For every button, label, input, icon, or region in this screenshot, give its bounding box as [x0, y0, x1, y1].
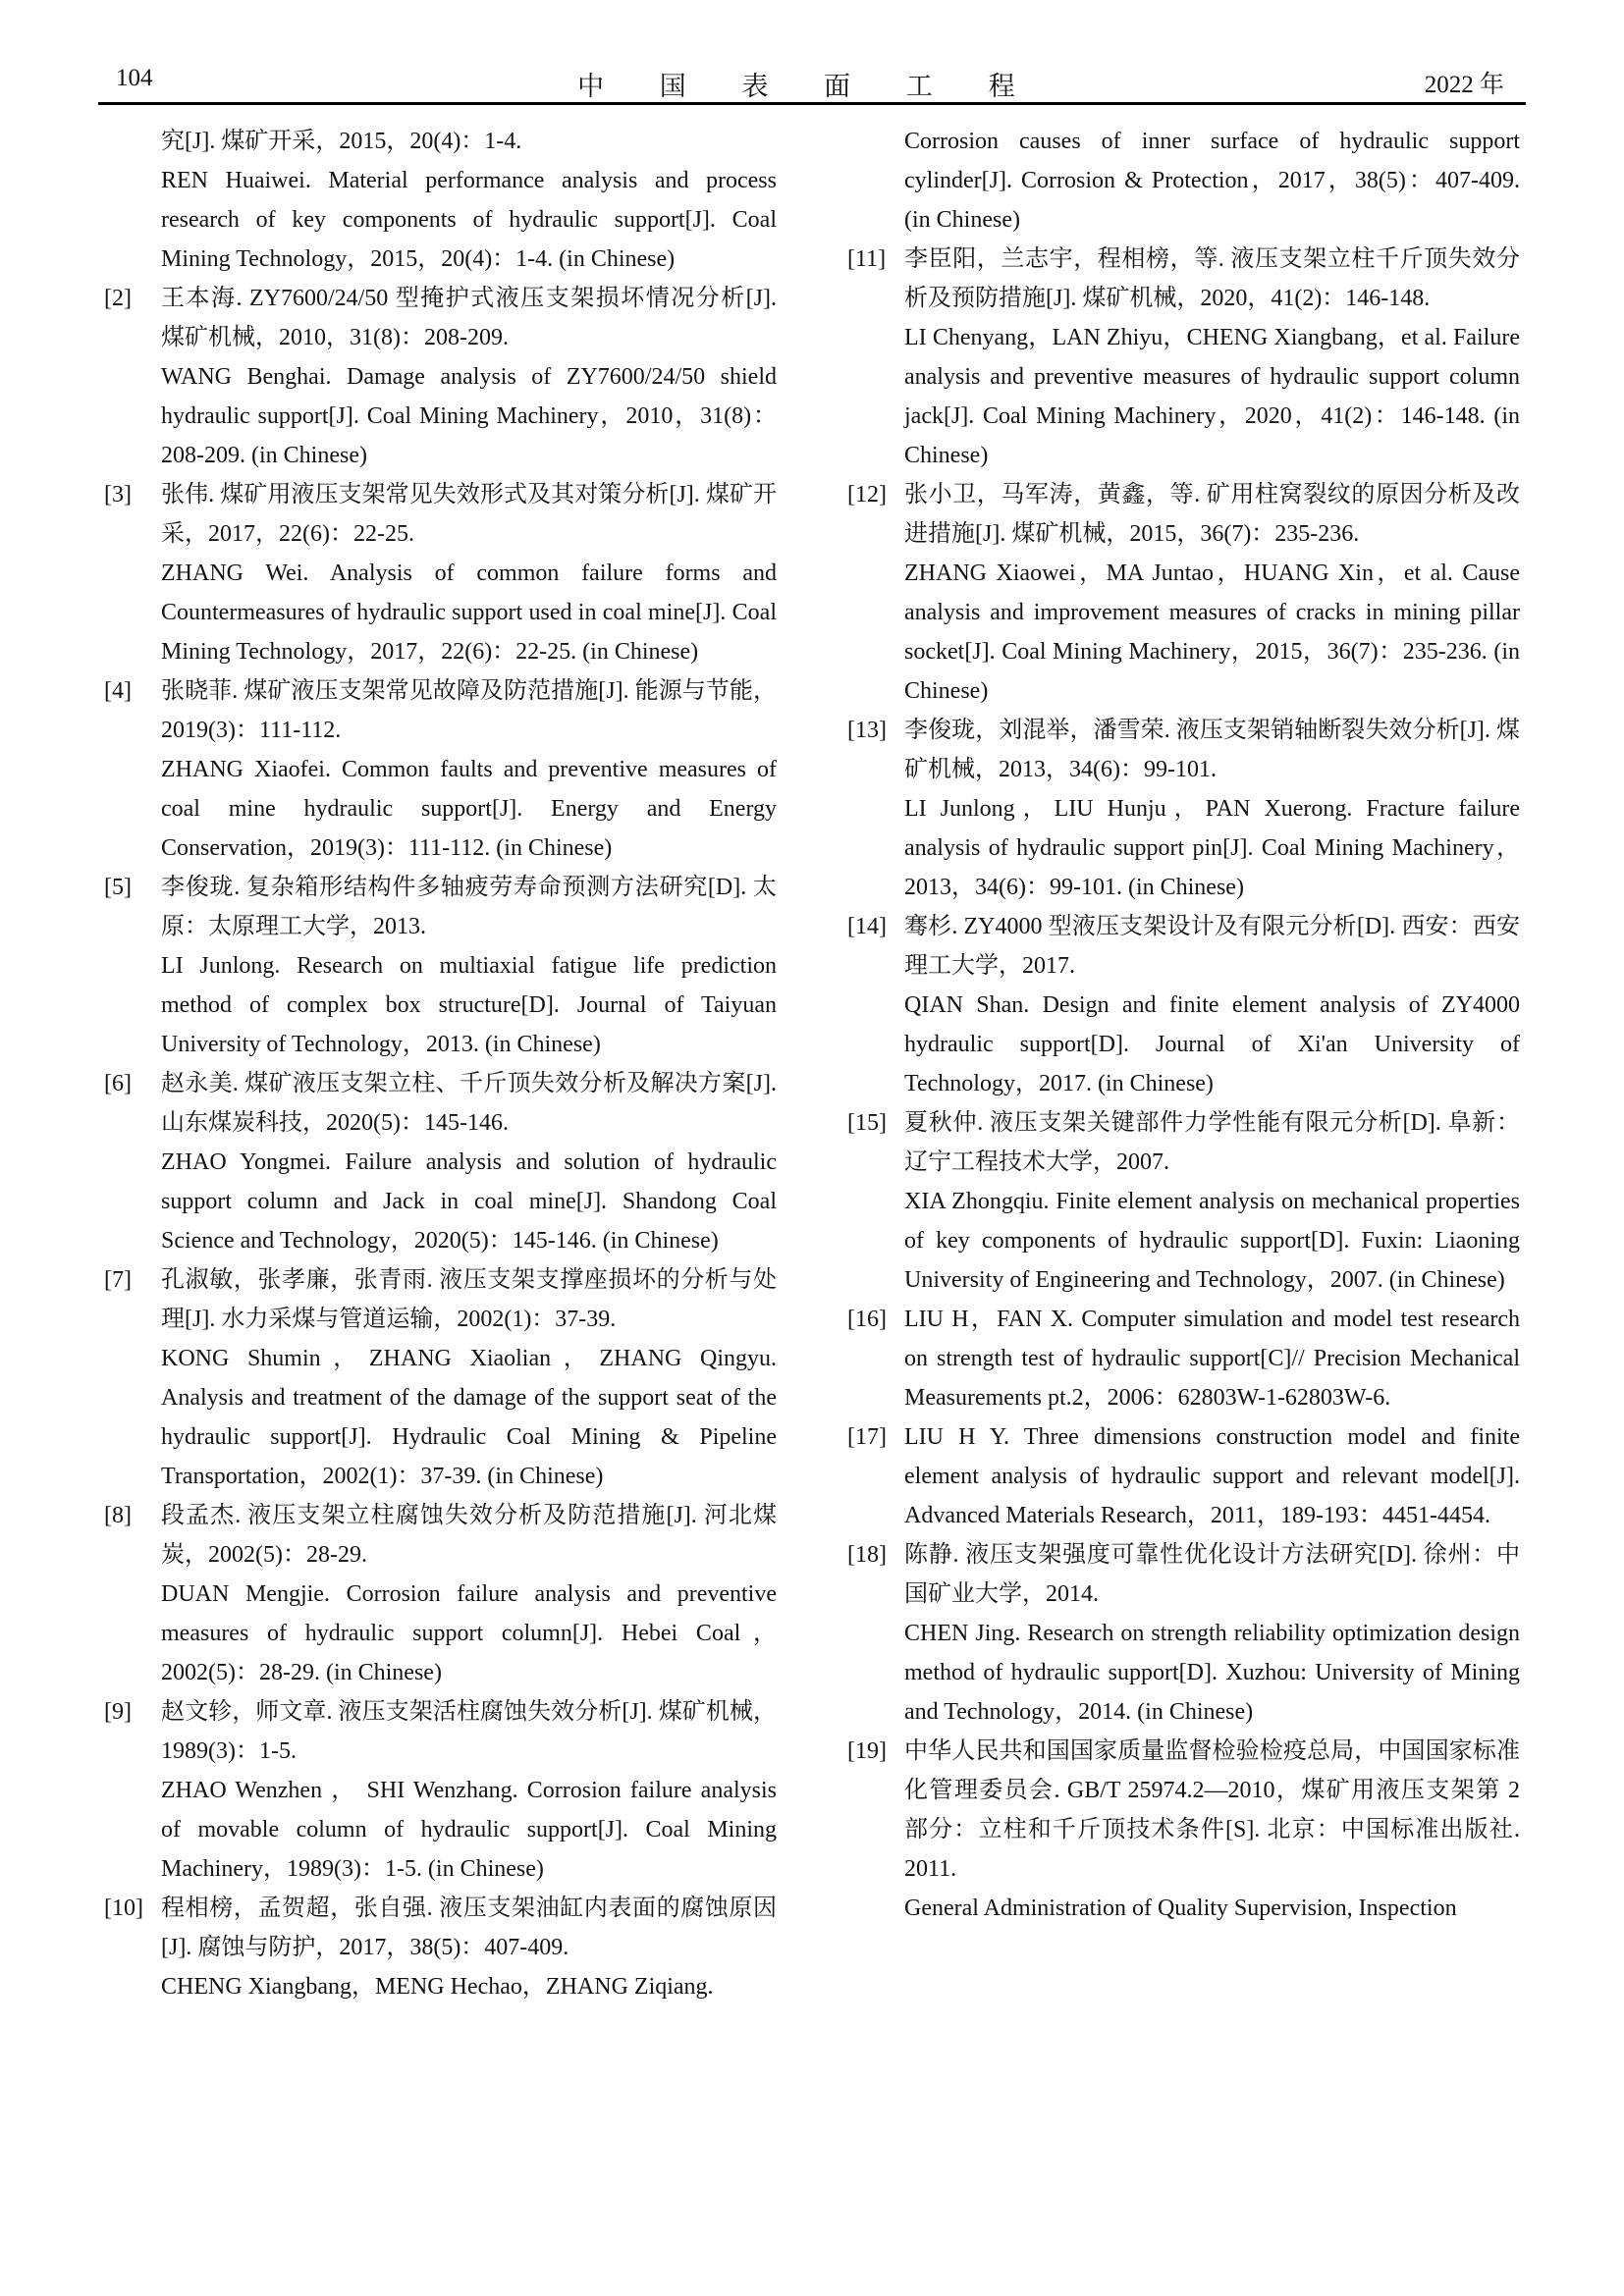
- reference-number: [847, 122, 904, 240]
- page-number: 104: [116, 65, 153, 91]
- reference-number: [8]: [104, 1503, 132, 1528]
- reference-item: [104, 1260, 777, 1496]
- reference-item: [104, 868, 777, 1064]
- citation-english: ZHAO Yongmei. Failure analysis and solution of hydraulic support column and Jack in coal mine[J]. Shandong Coal Science and Technology，2020(5)：145-146. (in Chinese): [161, 1149, 777, 1254]
- citation-chinese: 李俊珑，刘混举，潘雪荣. 液压支架销轴断裂失效分析[J]. 煤矿机械，2013，34(6)：99-101.: [904, 718, 1520, 782]
- page-header: [116, 65, 1504, 102]
- reference-item: [847, 1300, 1520, 1417]
- citation-chinese: 赵文轸，师文章. 液压支架活柱腐蚀失效分析[J]. 煤矿机械，1989(3)：1-5.: [161, 1699, 777, 1764]
- citation-chinese: 中华人民共和国国家质量监督检验检疫总局，中国国家标准化管理委员会. GB/T 25974.2—2010，煤矿用液压支架第 2 部分：立柱和千斤顶技术条件[S]. 北京：中国标准出版社. 2011.: [904, 1738, 1520, 1882]
- reference-number: [104, 122, 161, 279]
- reference-body: [904, 1732, 1520, 1928]
- citation-chinese: 陈静. 液压支架强度可靠性优化设计方法研究[D]. 徐州：中国矿业大学，2014.: [904, 1542, 1520, 1607]
- citation-english: ZHANG Wei. Analysis of common failure forms and Countermeasures of hydraulic support used in coal mine[J]. Coal Mining Technology，2017，22(6)：22-25. (in Chinese): [161, 561, 777, 665]
- reference-body: [161, 279, 777, 475]
- citation-english: LIU H Y. Three dimensions construction model and finite element analysis of hydraulic support and relevant model[J]. Advanced Materials Research，2011，189-193：4451-4454.: [904, 1424, 1520, 1528]
- citation-chinese: 骞杉. ZY4000 型液压支架设计及有限元分析[D]. 西安：西安理工大学，2017.: [904, 914, 1520, 979]
- reference-item: [104, 1496, 777, 1692]
- reference-number: [11]: [847, 246, 887, 272]
- reference-body: [161, 122, 777, 279]
- reference-item: [104, 475, 777, 671]
- reference-body: [161, 1496, 777, 1692]
- citation-english: ZHAO Wenzhen ， SHI Wenzhang. Corrosion failure analysis of movable column of hydraulic support[J]. Coal Mining Machinery，1989(3)：1-5. (in Chinese): [161, 1778, 777, 1882]
- citation-chinese: 段孟杰. 液压支架立柱腐蚀失效分析及防范措施[J]. 河北煤炭，2002(5)：28-29.: [161, 1503, 777, 1568]
- citation-chinese: 赵永美. 煤矿液压支架立柱、千斤顶失效分析及解决方案[J]. 山东煤炭科技，2020(5)：145-146.: [161, 1071, 777, 1136]
- reference-number: [13]: [847, 718, 887, 743]
- reference-number: [10]: [104, 1896, 143, 1921]
- reference-item: [847, 711, 1520, 907]
- reference-body: [904, 1417, 1520, 1535]
- references-section: [104, 122, 1520, 2006]
- citation-chinese: 程相榜，孟贺超，张自强. 液压支架油缸内表面的腐蚀原因[J]. 腐蚀与防护，2017，38(5)：407-409.: [161, 1896, 777, 1960]
- reference-item: [847, 1103, 1520, 1300]
- reference-item: [104, 671, 777, 868]
- reference-body: [161, 1692, 777, 1889]
- reference-item: [847, 1535, 1520, 1732]
- reference-body: [161, 671, 777, 868]
- reference-number: [9]: [104, 1699, 132, 1725]
- reference-number: [12]: [847, 482, 887, 507]
- reference-body: [904, 1535, 1520, 1732]
- citation-chinese: 张小卫，马军涛，黄鑫，等. 矿用柱窝裂纹的原因分析及改进措施[J]. 煤矿机械，2015，36(7)：235-236.: [904, 482, 1520, 547]
- reference-item: [847, 1732, 1520, 1928]
- reference-number: [15]: [847, 1110, 887, 1136]
- reference-item: [104, 1889, 777, 2006]
- citation-chinese: 张晓菲. 煤矿液压支架常见故障及防范措施[J]. 能源与节能，2019(3)：111-112.: [161, 678, 777, 743]
- citation-english: ZHANG Xiaowei，MA Juntao，HUANG Xin，et al. Cause analysis and improvement measures of cracks in mining pillar socket[J]. Coal Mining Machinery，2015，36(7)：235-236. (in Chinese): [904, 561, 1520, 704]
- citation-english: LI Junlong. Research on multiaxial fatigue life prediction method of complex box structure[D]. Journal of Taiyuan University of Technology，2013. (in Chinese): [161, 953, 777, 1057]
- citation-english: KONG Shumin，ZHANG Xiaolian，ZHANG Qingyu. Analysis and treatment of the damage of the support seat of the hydraulic support[J]. Hydraulic Coal Mining & Pipeline Transportation，2002(1)：37-39. (in Chinese): [161, 1346, 777, 1489]
- reference-number: [3]: [104, 482, 132, 507]
- reference-number: [4]: [104, 678, 132, 704]
- citation-chinese: 夏秋仲. 液压支架关键部件力学性能有限元分析[D]. 阜新：辽宁工程技术大学，2007.: [904, 1110, 1520, 1175]
- citation-english: General Administration of Quality Supervision, Inspection: [904, 1896, 1457, 1921]
- references-right-column: [847, 122, 1520, 2006]
- citation-english: Corrosion causes of inner surface of hydraulic support cylinder[J]. Corrosion & Protection，2017，38(5)：407-409. (in Chinese): [904, 129, 1520, 233]
- reference-number: [14]: [847, 914, 887, 939]
- reference-item: [104, 279, 777, 475]
- reference-number: [5]: [104, 875, 132, 900]
- reference-item: [104, 122, 777, 279]
- header-rule: [98, 102, 1526, 105]
- citation-english: LI Chenyang，LAN Zhiyu，CHENG Xiangbang，et al. Failure analysis and preventive measures of hydraulic support column jack[J]. Coal Mining Machinery，2020，41(2)：146-148. (in Chinese): [904, 325, 1520, 468]
- reference-item: [104, 1692, 777, 1889]
- reference-number: [6]: [104, 1071, 132, 1096]
- citation-chinese: 孔淑敏，张孝廉，张青雨. 液压支架支撑座损坏的分析与处理[J]. 水力采煤与管道运输，2002(1)：37-39.: [161, 1267, 777, 1332]
- reference-body: [161, 868, 777, 1064]
- reference-number: [19]: [847, 1738, 887, 1764]
- reference-number: [16]: [847, 1307, 887, 1332]
- citation-chinese: 李俊珑. 复杂箱形结构件多轴疲劳寿命预测方法研究[D]. 太原：太原理工大学，2013.: [161, 875, 777, 939]
- citation-english: REN Huaiwei. Material performance analysis and process research of key components of hydraulic support[J]. Coal Mining Technology，2015，20(4)：1-4. (in Chinese): [161, 168, 777, 272]
- journal-year: 2022 年: [1424, 72, 1504, 98]
- citation-chinese: 李臣阳，兰志宇，程相榜，等. 液压支架立柱千斤顶失效分析及预防措施[J]. 煤矿机械，2020，41(2)：146-148.: [904, 246, 1520, 311]
- citation-english: XIA Zhongqiu. Finite element analysis on mechanical properties of key components of hydraulic support[D]. Fuxin: Liaoning University of Engineering and Technology，2007. (in Chinese): [904, 1189, 1520, 1293]
- reference-number: [2]: [104, 286, 132, 311]
- references-left-column: [104, 122, 777, 2006]
- reference-body: [161, 1064, 777, 1260]
- citation-english: CHEN Jing. Research on strength reliability optimization design method of hydraulic support[D]. Xuzhou: University of Mining and Technology，2014. (in Chinese): [904, 1621, 1520, 1725]
- reference-item: [847, 907, 1520, 1103]
- reference-body: [904, 1103, 1520, 1300]
- citation-english: ZHANG Xiaofei. Common faults and preventive measures of coal mine hydraulic support[J]. Energy and Energy Conservation，2019(3)：111-112. (in Chinese): [161, 757, 777, 861]
- reference-body: [904, 122, 1520, 240]
- reference-body: [904, 711, 1520, 907]
- reference-body: [904, 907, 1520, 1103]
- citation-english: CHENG Xiangbang，MENG Hechao，ZHANG Ziqiang.: [161, 1974, 714, 2000]
- citation-english: DUAN Mengjie. Corrosion failure analysis and preventive measures of hydraulic support column[J]. Hebei Coal，2002(5)：28-29. (in Chinese): [161, 1581, 777, 1685]
- reference-item: [104, 1064, 777, 1260]
- reference-item: [847, 122, 1520, 240]
- citation-english: LI Junlong，LIU Hunju，PAN Xuerong. Fracture failure analysis of hydraulic support pin[J]. Coal Mining Machinery，2013，34(6)：99-101. (in Chinese): [904, 796, 1520, 900]
- reference-body: [161, 1889, 777, 2006]
- reference-body: [904, 475, 1520, 711]
- citation-chinese: 张伟. 煤矿用液压支架常见失效形式及其对策分析[J]. 煤矿开采，2017，22(6)：22-25.: [161, 482, 777, 547]
- reference-item: [847, 1417, 1520, 1535]
- reference-item: [847, 475, 1520, 711]
- citation-chinese: 究[J]. 煤矿开采，2015，20(4)：1-4.: [161, 129, 522, 154]
- journal-title: 中国表面工程: [577, 72, 1071, 101]
- citation-chinese: 王本海. ZY7600/24/50 型掩护式液压支架损坏情况分析[J]. 煤矿机械，2010，31(8)：208-209.: [161, 286, 777, 350]
- reference-body: [904, 1300, 1520, 1417]
- reference-body: [161, 1260, 777, 1496]
- reference-body: [161, 475, 777, 671]
- reference-number: [18]: [847, 1542, 887, 1568]
- reference-body: [904, 240, 1520, 475]
- citation-english: LIU H，FAN X. Computer simulation and model test research on strength test of hydraulic support[C]// Precision Mechanical Measurements pt.2，2006：62803W-1-62803W-6.: [904, 1307, 1520, 1411]
- reference-number: [17]: [847, 1424, 887, 1450]
- reference-number: [7]: [104, 1267, 132, 1293]
- reference-item: [847, 240, 1520, 475]
- citation-english: QIAN Shan. Design and finite element analysis of ZY4000 hydraulic support[D]. Journal of Xi'an University of Technology，2017. (in Chinese): [904, 992, 1520, 1096]
- citation-english: WANG Benghai. Damage analysis of ZY7600/24/50 shield hydraulic support[J]. Coal Mining Machinery，2010，31(8)：208-209. (in Chinese): [161, 364, 777, 468]
